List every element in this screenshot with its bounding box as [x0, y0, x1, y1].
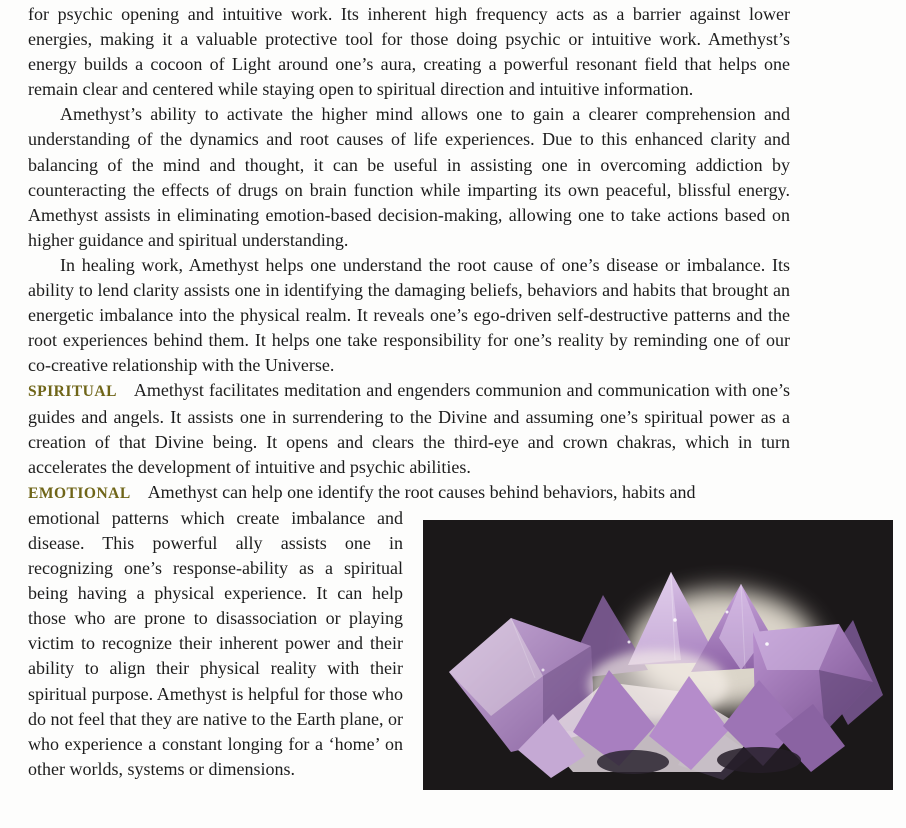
paragraph-higher-mind: Amethyst’s ability to activate the higher mind allows one to gain a clearer comprehension and understanding of the dynamics and root causes of life experiences. Due to this enhanced clarity and balancing of the mind and thought, it can be useful in assisting one in overcoming addiction by counteracting the effects of drugs on brain function while imparting its own peaceful, blissful energy. Amethyst assists in eliminating emotion-based decision-making, allowing one to take actions based on higher guidance and spiritual understanding.	[28, 104, 790, 250]
section-emotional-intro	[28, 480, 790, 506]
emotional-section-label: EMOTIONAL	[28, 484, 131, 502]
section-emotional-wrap-text: emotional patterns which create imbalance and disease. This powerful ally assists one in recognizing one’s response-ability as a spiritual being having a physical experience. It can help those who are prone to disassociation or playing victim to recognize their inherent power and their ability to align their physical reality with their spiritual purpose. Amethyst is helpful for those who do not feel that they are native to the Earth plane, or who experience a constant longing for a ‘home’ on other worlds, systems or dimensions.	[28, 507, 403, 779]
amethyst-crystal-photo	[423, 520, 893, 790]
amethyst-crystal-illustration	[423, 520, 893, 790]
section-spiritual	[28, 378, 790, 479]
paragraph-healing-work: In healing work, Amethyst helps one understand the root cause of one’s disease or imbalance. Its ability to lend clarity assists one in identifying the damaging beliefs, behaviors and habits that brought an energetic imbalance into the physical realm. It reveals one’s ego-driven self-destructive patterns and the root experiences behind them. It helps one take responsibility for one’s reality by reminding one of our co-creative relationship with the Universe.	[28, 254, 790, 376]
spiritual-section-text: Amethyst facilitates meditation and engenders communion and communication with one’s guides and angels. It assists one in surrendering to the Divine and assuming one’s spiritual power as a creation of that Divine being. It opens and clears the third-eye and crown chakras, which in turn accelerates the development of intuitive and psychic abilities.	[28, 380, 790, 477]
paragraph-psychic-protection: for psychic opening and intuitive work. Its inherent high frequency acts as a barrier against lower energies, making it a valuable protective tool for those doing psychic or intuitive work. Amethyst’s energy builds a cocoon of Light around one’s aura, creating a powerful resonant field that helps one remain clear and centered while staying open to spiritual direction and intuitive information.	[28, 4, 790, 100]
emotional-section-intro-text: Amethyst can help one identify the root causes behind behaviors, habits and	[147, 481, 696, 502]
spiritual-section-label: SPIRITUAL	[28, 383, 117, 401]
